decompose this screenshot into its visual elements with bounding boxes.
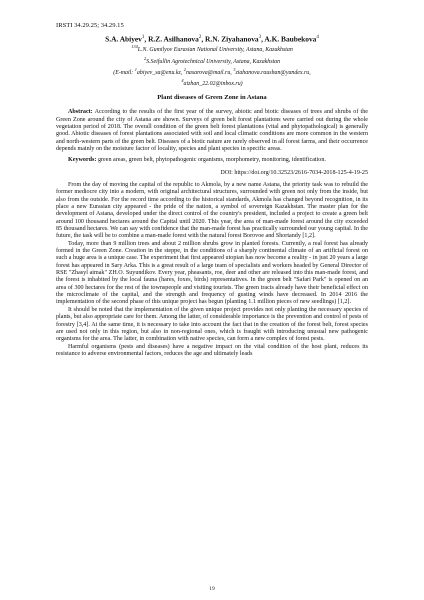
affiliation-text: S.Seifullin Agrotechnical University, Astana, Kazakhstan (146, 58, 281, 65)
keywords (56, 157, 368, 164)
author-sup: 1 (141, 35, 145, 40)
abstract-label: Abstract: (68, 109, 93, 116)
body-paragraph: From the day of moving the capital of the republic to Akmola, by a new name Astana, the priority task was to rebuild the former mediocre city into a modern, with original architectural structures, surrounded with green not only from the inside, but also from the outside. For the record time according to the historical standards, Akmola has changed beyond recognition, in its place a new Eurasian city appeared - the pride of the nation, a symbol of sovereign Kazakhstan. The master plan for the development of Astana, developed under the direct control of the country's president, included a project to create a green belt around 100 thousand hectares around the Capital until 2020. This year, the area of man-made forest around the city exceeded 85 thousand hectares. We can say with confidence that the man-made forest has practically surrounded our young capital. In the future, the task will be to combine a man-made forest with the natural forest Borovoe and Shortandy [1,2]. (56, 181, 368, 240)
email-line (56, 77, 368, 88)
paper-title: Plant diseases of Green Zone in Astana (157, 94, 267, 102)
affiliation-sup: 134 (131, 44, 138, 50)
email-link[interactable]: ziahanova.raushan@yandex.ru, (235, 69, 311, 76)
abstract (56, 109, 368, 153)
email-sup: 2 (183, 66, 186, 72)
email-link[interactable]: abiyev_sa@enu.kz, (136, 69, 183, 76)
author-sup: 2 (198, 35, 202, 40)
email-line (56, 66, 368, 77)
affiliation-text: L.N. Gumilyov Eurasian National University, Astana, Kazakhstan (137, 47, 293, 54)
email-link[interactable]: aizhan_22.02@inbox.ru) (183, 80, 243, 87)
keywords-text: green areas, green belt, phytopathogenic organisms, morphometry, monitoring, identification. (97, 157, 326, 164)
body-paragraph: Today, more than 9 million trees and about 2 million shrubs grow in planted forests. Currently, a real forest has already formed in the Green Zone. Creation in the steppe, in the conditions of a sharply continental climate of an artificial forest on such a huge area is a unique case. The experiment that first appeared utopian has now become a reality - in just 20 years a large forest has appeared in Sary Arka. This is a great result of a large team of specialists and workers headed by General Director of RSE "Zhasyl aimak" ZH.O. Suyundikov. Every year, pheasants, roe, deer and other are released into this man-made forest, and the forest is inhabited by the local fauna (hares, foxes, birds) representatives. In the green belt "Safari Park" is opened on an area of 300 hectares for the rest of the townspeople and visiting tourists. The green tracts already have their beneficial effect on the microclimate of the capital, and the strength and frequency of gusting winds have decreased. In 2014 2016 the implementation of the second phase of this unique project has begun (planting 1.1 million pieces of new seedlings) [1,2]. (56, 240, 368, 306)
email-sup: 3 (233, 66, 236, 72)
author-name: S.A. Abiyev (105, 34, 142, 44)
author-list: S.A. Abiyev$^1$, R.Z. Asilhanova$^2$, R.N. Ziyahanova$^3$, A.K. Baubekova$^4$ (105, 34, 319, 44)
body-paragraph: It should be noted that the implementation of the given unique project provides not only planting the necessary species of plants, but also appropriate care for them. Among the latter, of considerable importance is the prevention and control of pests of forestry [3,4]. At the same time, it is necessary to take into account the fact that in the creation of the forest belt, forest species are used not only in this region, but also in non-regional ones, which is fraught with introducing unusual new pathogenic organisms for the area. The latter, in combination with native species, can form a new complex of forest pests. (56, 306, 368, 343)
body-text (56, 182, 368, 358)
affiliation-line (56, 55, 368, 66)
irsti-code: IRSTI 34.29.25; 34.29.15 (56, 22, 124, 29)
author-name: R.Z. Asilhanova (148, 34, 199, 44)
page-number: 19 (209, 586, 215, 592)
affiliation-sup: 2 (143, 55, 147, 61)
email-link[interactable]: nasarova@mail.ru, (185, 69, 232, 76)
affiliations (56, 43, 368, 88)
abstract-text: According to the results of the first year of the survey, abiotic and biotic diseases of trees and shrubs of the Green Zone around the city of Astana are shown. Surveys of green belt forest plantations were carried out during the whole vegetation period of 2018. The overall condition of the green belt forest plantations (vital and phytopathological) is generally good. Abiotic diseases of forest plantations associated with soil and local climatic conditions are more common in the western and north-western parts of the green belt. Diseases of a biotic nature are rarely observed in all forest farms, and their occurrence depends mainly on the moisture factor of locality, species and plant species in specific areas. (56, 109, 368, 152)
author-sup: 3 (258, 35, 262, 40)
doi-link[interactable]: DOI: https://doi.org/10.32523/2616-7034-2018-125-4-19-25 (220, 169, 368, 176)
keywords-label: Keywords: (68, 157, 97, 164)
email-prefix: (E-mail: (113, 69, 134, 76)
author-name: R.N. Ziyahanova (205, 34, 259, 44)
affiliation-line (56, 43, 368, 54)
email-sup: 4 (181, 77, 184, 83)
email-sup: 1 (134, 66, 137, 72)
author-name: A.K. Baubekova (264, 34, 317, 44)
author-sup: 4 (316, 35, 319, 40)
body-paragraph: Harmful organisms (pests and diseases) have a negative impact on the vital condition of the host plant, reduces its resistance to adverse environmental factors, reduces the age and ultimately leads (56, 343, 368, 357)
